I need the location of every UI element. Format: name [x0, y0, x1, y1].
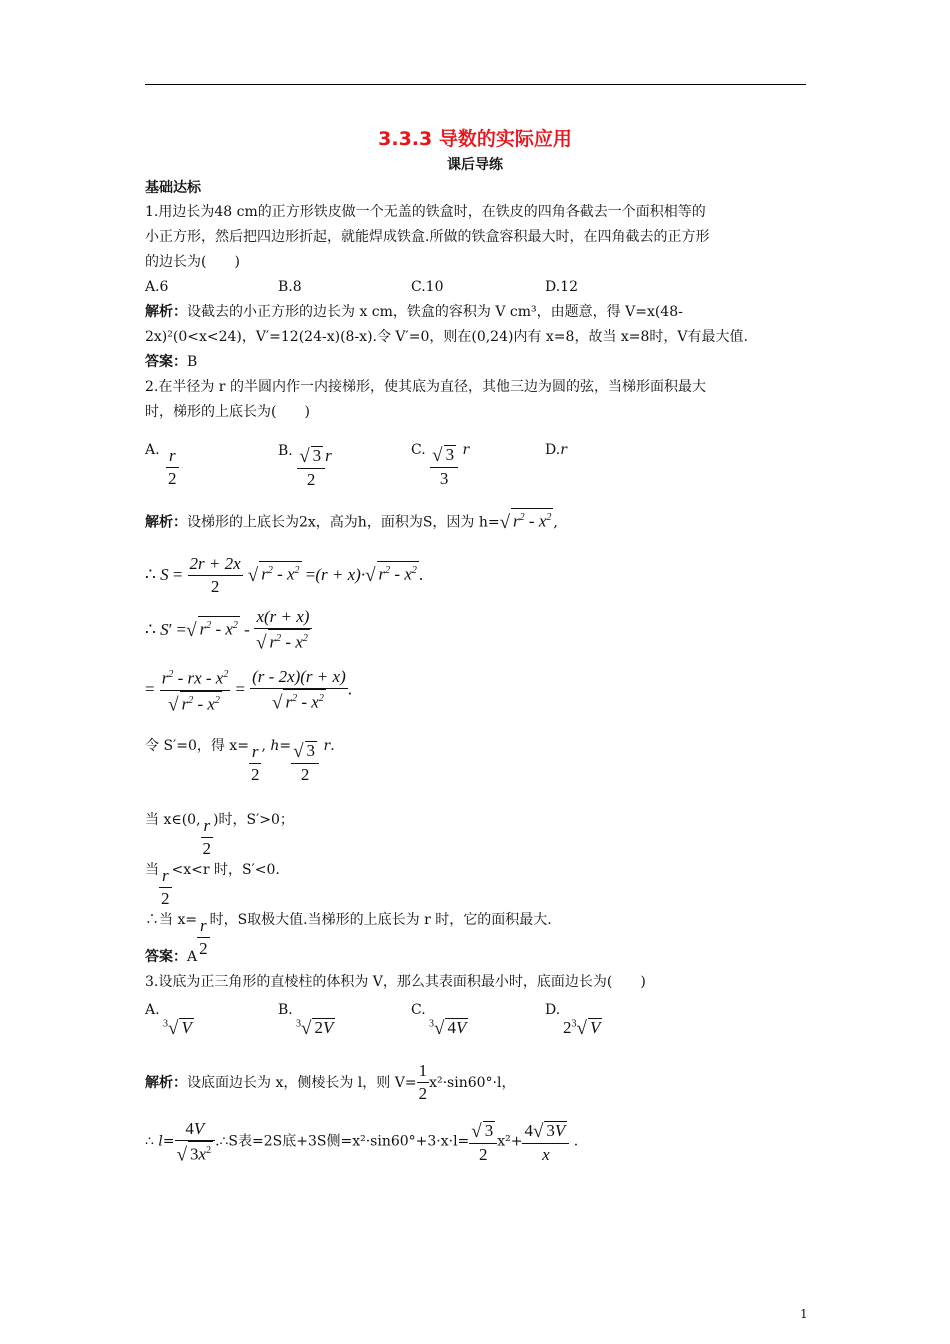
q1-answer: [145, 352, 197, 372]
section-heading: 基础达标: [145, 180, 201, 196]
top-rule: [145, 84, 806, 85]
q1-option-a: A.6: [145, 279, 169, 295]
q2-conclusion: ∴当 x= $\frac{r}{2}$ 时，S取极大值.当梯形的上底长为 r 时，它的面积最大.: [145, 912, 552, 958]
q3-option-c: C. $^3$√ 4V: [411, 1002, 467, 1039]
q3-analysis-line2: ∴ l= $\frac{4V}{√ 3x^2}$ .∴S表=2S底+3S侧=x²·sin60°+3·x·l= $\frac{√ 3}{2}$ x²+ $\frac{4√ 3V}{x}$ .: [145, 1119, 579, 1166]
q1-stem-line1: 1.用边长为48 cm的正方形铁皮做一个无盖的铁盒时，在铁皮的四角各截去一个面积相等的: [145, 204, 706, 220]
q1-answer-label: 答案：: [145, 354, 187, 370]
q3-option-d: D. $2^3√$ V: [545, 1002, 601, 1039]
page-subtitle: 课后导练: [447, 157, 503, 173]
q2-formula-simplified: = $\frac{r^2 - rx - x^2}{√ r^2 - x^2}$ = $\frac{(r - 2x)(r + x)}{√ r^2 - x^2}$ .: [145, 664, 352, 716]
q1-analysis-line2: 2x)²(0<x<24)，V′=12(24-x)(8-x).令 V′=0，则在(0,24)内有 x=8，故当 x=8时，V有最大值.: [145, 329, 748, 345]
q2-formula-s: ∴ S = $\frac{2r + 2x}{2}$ √ $r^2 - x^2 =(r + x)\cdot√$ $r^2 - x^2$ .: [145, 554, 424, 596]
q1-option-d: D.12: [545, 279, 578, 295]
q2-critical-point: 令 S′=0，得 x= $\frac{r}{2}$ , h= $\frac{√ 3}{2}$ r.: [145, 738, 335, 784]
q1-analysis-label: 解析：: [145, 304, 187, 320]
q2-case-2: 当 $\frac{r}{2}$ <x<r 时，S′<0.: [145, 862, 280, 908]
q2-answer: 答案：A: [145, 949, 198, 965]
q3-option-b: B. $^3$√ 2V: [278, 1002, 334, 1039]
page-title: 3.3.3 导数的实际应用: [378, 128, 572, 150]
q2-stem-line1: 2.在半径为 r 的半圆内作一内接梯形，使其底为直径，其他三边为圆的弦，当梯形面积最大: [145, 379, 706, 395]
q1-analysis-line1: [145, 302, 683, 322]
q2-formula-derivative: ∴ S′ =√ $r^2 - x^2$ - $\frac{x(r + x)}{√ r^2 - x^2}$: [145, 606, 312, 655]
q2-analysis-label: 解析：: [145, 514, 187, 531]
q2-option-b: B. $\frac{√ 3}{2}$ r: [278, 443, 332, 489]
q3-option-a: A. $^3$√ V: [145, 1002, 192, 1039]
q1-analysis-text1: 设截去的小正方形的边长为 x cm，铁盒的容积为 V cm³，由题意，得 V=x(48-: [187, 304, 683, 320]
q3-stem: 3.设底为正三角形的直棱柱的体积为 V，那么其表面积最小时，底面边长为( ): [145, 974, 646, 990]
q1-option-b: B.8: [278, 279, 302, 295]
page-number: 1: [800, 1307, 808, 1321]
q1-stem-line2: 小正方形，然后把四边形折起，就能焊成铁盒.所做的铁盒容积最大时，在四角截去的正方形: [145, 229, 710, 245]
q2-stem-line2: 时，梯形的上底长为( ): [145, 404, 310, 420]
q2-option-c: C. $\frac{√ 3}{3}$ r: [411, 442, 470, 488]
q1-answer-value: B: [187, 354, 198, 370]
q2-analysis-intro: 解析：设梯形的上底长为2x，高为h，面积为S，因为 h=√ $r^2 - x^2$ ,: [145, 508, 558, 533]
q1-stem-line3: 的边长为( ): [145, 254, 240, 270]
q1-option-c: C.10: [411, 279, 444, 295]
q3-analysis-line1: 解析：设底面边长为 x，侧棱长为 l，则 V= $\frac{1}{2}$ x²·sin60°·l，: [145, 1061, 516, 1103]
q2-option-d: D.r: [545, 442, 567, 458]
q2-option-a: A. $\frac{r}{2}$: [145, 442, 177, 488]
q2-case-1: 当 x∈(0, $\frac{r}{2}$ )时，S′>0；: [145, 812, 294, 858]
